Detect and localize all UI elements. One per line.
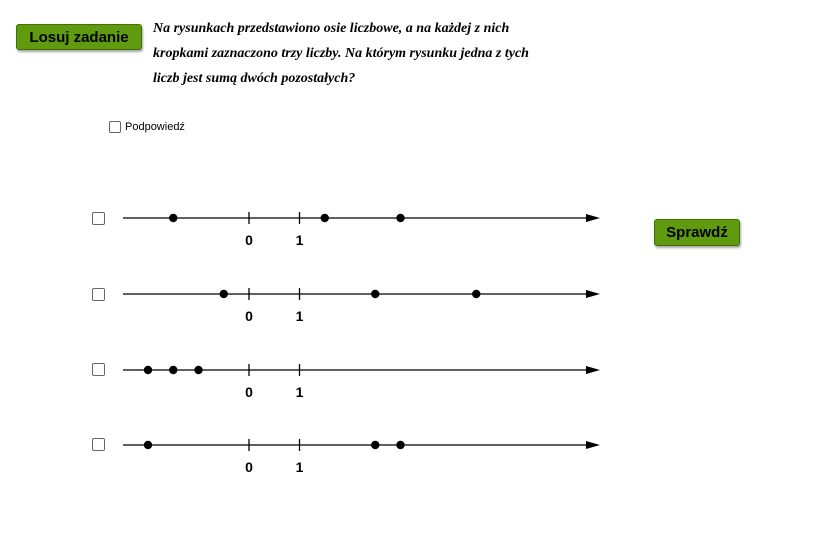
question-text: Na rysunkach przedstawiono osie liczbowe, a na każdej z nich kropkami zaznaczono trzy liczby. Na którym rysunku jedna z tych liczb jest sumą dwóch pozostałych? — [153, 21, 529, 86]
tick-label: 0 — [245, 459, 253, 475]
number-point — [169, 214, 177, 222]
tick-label: 1 — [295, 459, 304, 475]
number-point — [220, 290, 228, 298]
number-point — [144, 366, 152, 374]
axis-arrowhead — [586, 366, 600, 374]
number-point — [169, 366, 177, 374]
check-button[interactable]: Sprawdź — [654, 219, 740, 246]
axis-arrowhead — [586, 441, 600, 449]
tick-label: 0 — [245, 384, 253, 400]
number-point — [396, 441, 404, 449]
axis-arrowhead — [586, 290, 600, 298]
axis-arrowhead — [586, 214, 600, 222]
tick-label: 0 — [245, 308, 253, 324]
number-point — [472, 290, 480, 298]
draw-task-button[interactable]: Losuj zadanie — [16, 24, 142, 50]
number-point — [144, 441, 152, 449]
number-point — [321, 214, 329, 222]
tick-label: 0 — [245, 232, 253, 248]
tick-label: 1 — [295, 384, 304, 400]
hint-label: Podpowiedź — [125, 121, 185, 133]
number-point — [194, 366, 202, 374]
number-point — [396, 214, 404, 222]
number-point — [371, 441, 379, 449]
tick-label: 1 — [295, 308, 304, 324]
number-point — [371, 290, 379, 298]
tick-label: 1 — [295, 232, 304, 248]
